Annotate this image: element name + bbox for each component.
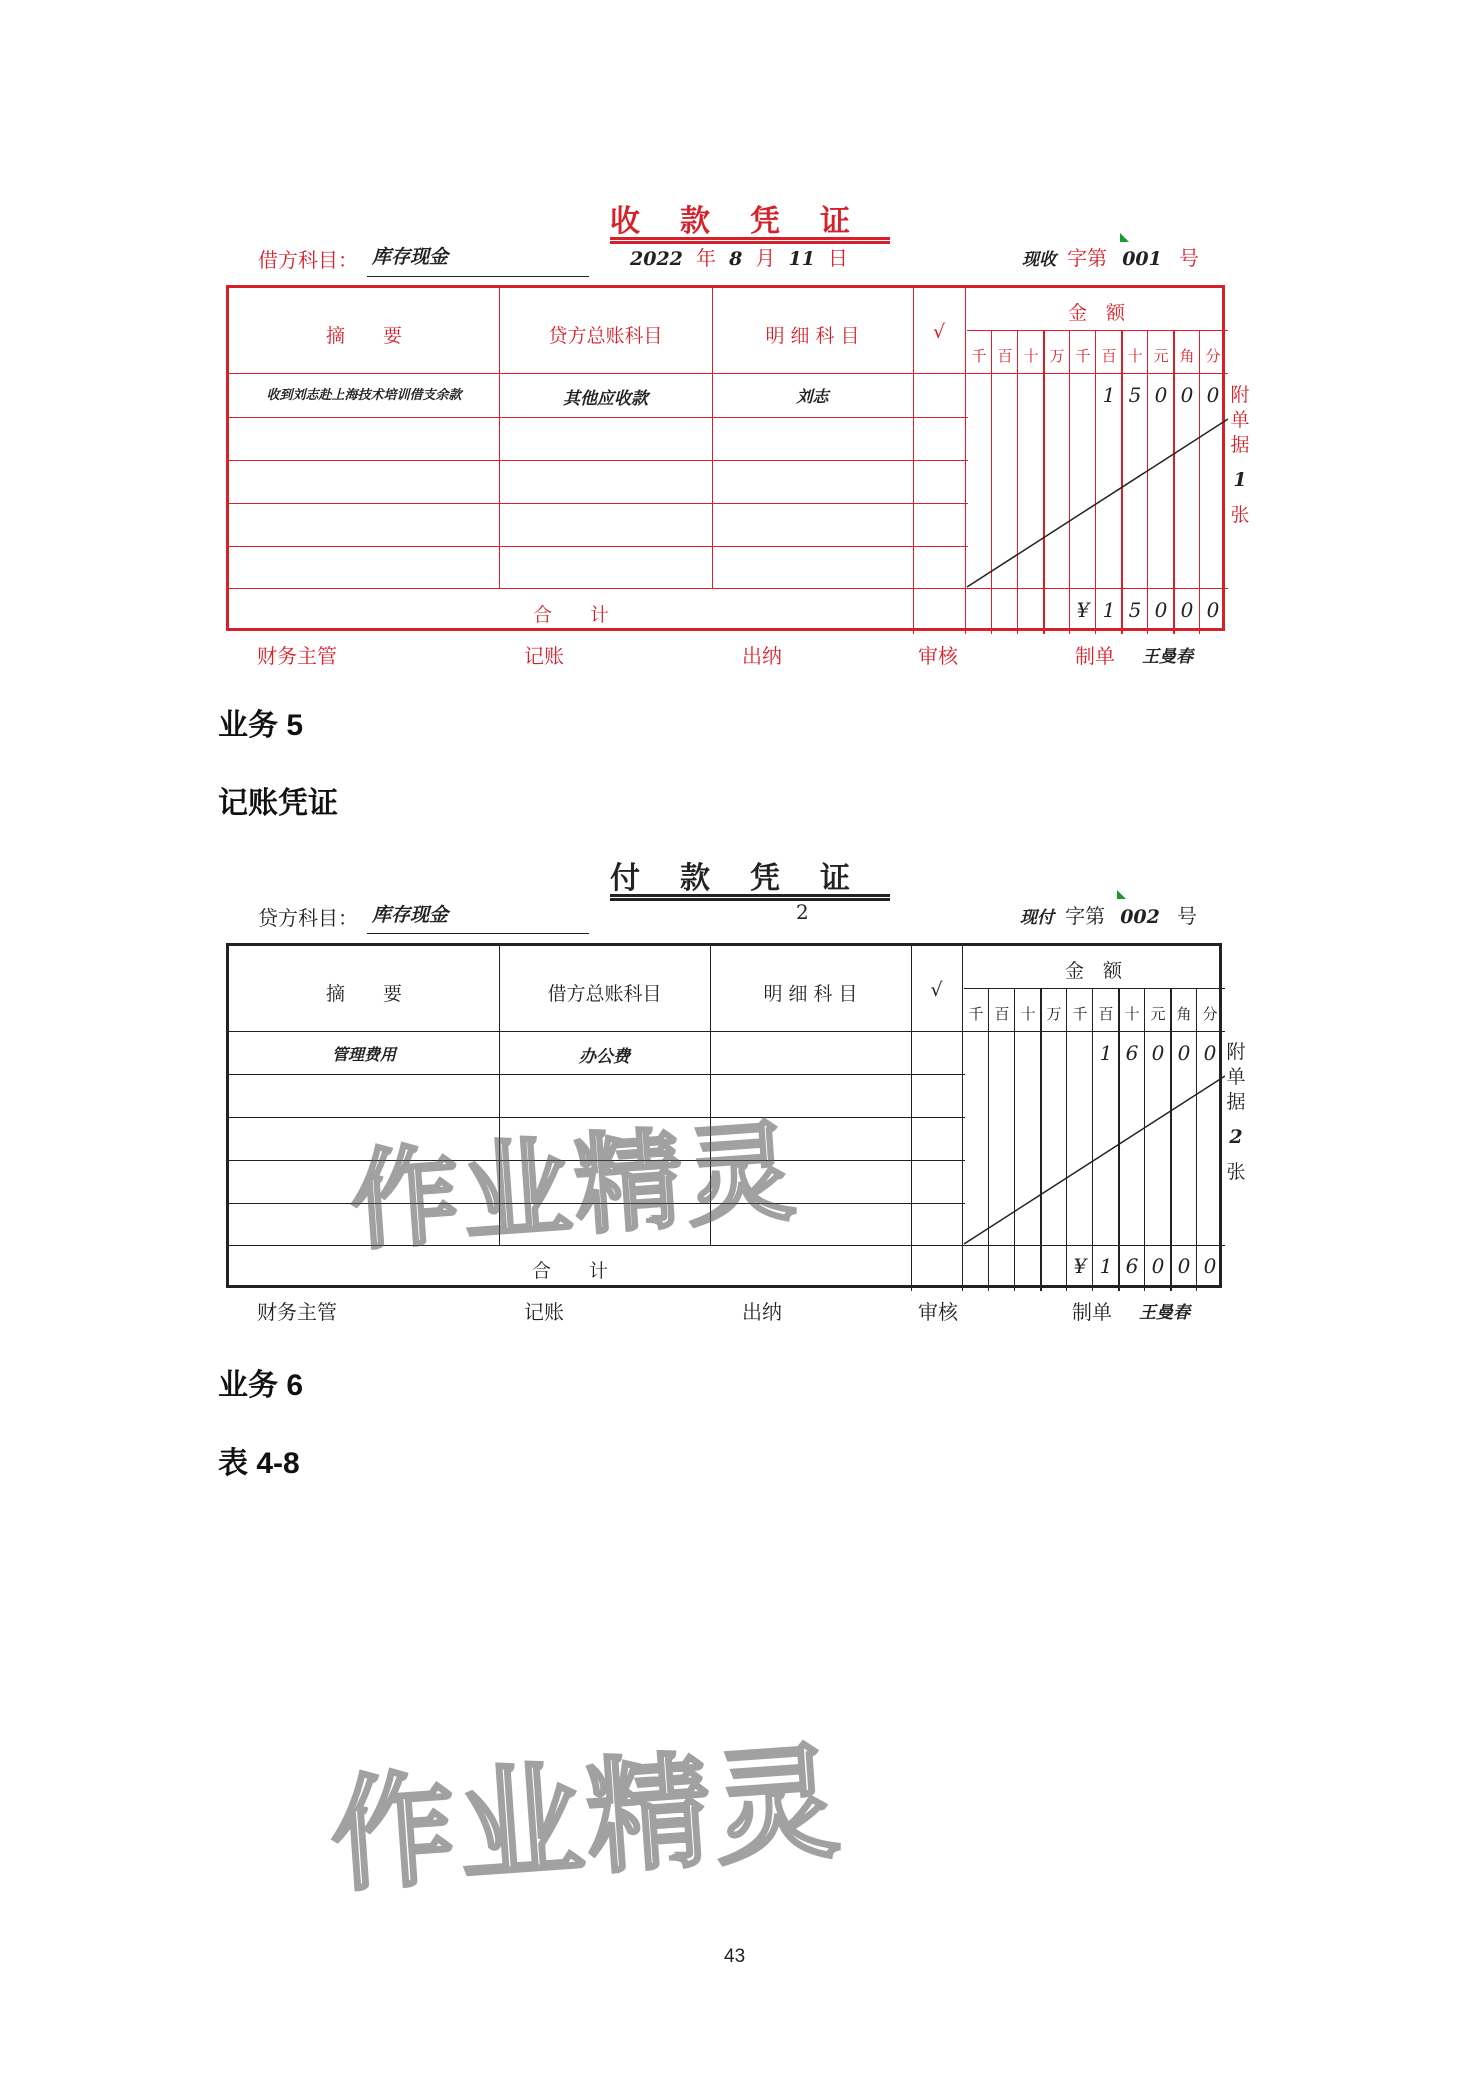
row1-account: 其他应收款 [563, 389, 648, 409]
debit-account-underline [367, 276, 589, 277]
unit-label: 元 [1153, 347, 1169, 365]
header-summary: 摘 要 [325, 325, 402, 347]
number-label: 字第 [1065, 904, 1106, 928]
unit-label: 分 [1205, 347, 1221, 365]
attachment-label: 附 [1226, 1041, 1246, 1063]
cancel-diagonal-line [965, 417, 1228, 589]
section-heading: 业务 6 [218, 1369, 304, 1402]
footer-supervisor: 财务主管 [257, 1300, 337, 1324]
row1-digit: 1 [1099, 1041, 1113, 1065]
attachment-label: 单 [1230, 409, 1250, 431]
number-value: 002 [1120, 906, 1160, 928]
marker-flag-icon [1117, 890, 1126, 899]
unit-label: 百 [994, 1005, 1010, 1023]
row1-digit: 0 [1206, 383, 1220, 407]
total-digit: 0 [1203, 1254, 1217, 1278]
row1-detail: 刘志 [796, 387, 829, 406]
total-digit: 0 [1151, 1254, 1165, 1278]
attachment-count: 2 [1229, 1126, 1243, 1148]
header-summary: 摘 要 [325, 983, 402, 1005]
debit-account-value: 库存现金 [372, 246, 449, 268]
date-month: 8 [729, 248, 743, 270]
footer-cashier: 出纳 [742, 644, 782, 668]
footer-bookkeeper: 记账 [524, 1300, 564, 1324]
unit-label: 百 [1098, 1005, 1114, 1023]
row1-digit: 1 [1102, 383, 1116, 407]
attachment-count: 1 [1233, 469, 1247, 491]
credit-account-value: 库存现金 [372, 904, 449, 926]
footer-bookkeeper: 记账 [524, 644, 564, 668]
attachment-label: 张 [1230, 504, 1250, 526]
total-digit: 6 [1125, 1254, 1139, 1278]
unit-label: 千 [1072, 1005, 1088, 1023]
header-amount: 金 额 [1067, 302, 1125, 324]
attachment-label: 单 [1226, 1066, 1246, 1088]
unit-label: 千 [971, 347, 987, 365]
credit-account-underline [367, 933, 589, 934]
footer-preparer-label: 制单 [1072, 1300, 1112, 1324]
attachment-label: 附 [1230, 384, 1250, 406]
footer-auditor: 审核 [918, 1300, 958, 1324]
date-day: 11 [788, 248, 815, 270]
total-label: 合 计 [532, 604, 609, 626]
footer-preparer-label: 制单 [1075, 644, 1115, 668]
date-year-label: 年 [695, 246, 716, 270]
unit-label: 十 [1124, 1005, 1140, 1023]
unit-label: 百 [997, 347, 1013, 365]
receipt-voucher-title: 收款凭证 [610, 204, 890, 239]
payment-voucher-title: 付款凭证 [610, 861, 890, 896]
section-heading: 业务 5 [218, 709, 304, 742]
date-day-label: 日 [828, 246, 849, 270]
unit-label: 万 [1046, 1005, 1062, 1023]
debit-account-label: 借方科目： [258, 248, 358, 272]
unit-label: 千 [968, 1005, 984, 1023]
voucher-type: 现付 [1020, 908, 1054, 928]
page-number: 43 [724, 1946, 746, 1967]
voucher-type: 现收 [1022, 250, 1056, 270]
footer-cashier: 出纳 [742, 1300, 782, 1324]
header-amount: 金 额 [1064, 960, 1122, 982]
attachment-label: 据 [1226, 1091, 1246, 1113]
credit-account-label: 贷方科目： [258, 906, 358, 930]
voucher-date [630, 242, 848, 271]
unit-label: 元 [1150, 1005, 1166, 1023]
footer-supervisor: 财务主管 [257, 644, 337, 668]
voucher-number [1022, 242, 1199, 271]
watermark-logo: 作业精灵 [326, 1730, 848, 1910]
row1-digit: 0 [1154, 383, 1168, 407]
footer-preparer: 王曼春 [1139, 1303, 1190, 1323]
receipt-voucher-table [226, 285, 1225, 631]
attachment-label: 张 [1226, 1161, 1246, 1183]
unit-label: 千 [1075, 347, 1091, 365]
row1-digit: 0 [1177, 1041, 1191, 1065]
row1-summary: 收到刘志赴上海技术培训借支余款 [266, 388, 462, 403]
section-subheading: 表 4-8 [218, 1447, 300, 1480]
date-year: 2022 [630, 248, 683, 270]
total-digit: ¥ [1076, 598, 1090, 622]
voucher-number [1020, 900, 1197, 929]
unit-label: 角 [1176, 1005, 1192, 1023]
unit-label: 十 [1020, 1005, 1036, 1023]
number-suffix: 号 [1178, 246, 1199, 270]
unit-label: 十 [1023, 347, 1039, 365]
row1-digit: 0 [1180, 383, 1194, 407]
number-label: 字第 [1067, 246, 1108, 270]
row1-digit: 0 [1151, 1041, 1165, 1065]
row1-digit: 6 [1125, 1041, 1139, 1065]
unit-label: 十 [1127, 347, 1143, 365]
header-check: √ [930, 979, 943, 1001]
total-digit: ¥ [1073, 1254, 1087, 1278]
date-month-label: 月 [755, 246, 776, 270]
row1-summary: 管理费用 [331, 1045, 396, 1064]
unit-label: 百 [1101, 347, 1117, 365]
unit-label: 角 [1179, 347, 1195, 365]
total-digit: 0 [1180, 598, 1194, 622]
voucher-center-value: 2 [796, 900, 809, 924]
unit-label: 分 [1202, 1005, 1218, 1023]
header-debit-account: 借方总账科目 [547, 983, 662, 1005]
footer-preparer: 王曼春 [1142, 647, 1193, 667]
cancel-diagonal-line [962, 1074, 1225, 1246]
total-digit: 1 [1102, 598, 1116, 622]
number-value: 001 [1122, 248, 1162, 270]
attachment-label: 据 [1230, 434, 1250, 456]
total-digit: 0 [1206, 598, 1220, 622]
row1-account: 办公费 [579, 1047, 630, 1067]
header-check: √ [932, 321, 946, 343]
total-label: 合 计 [531, 1260, 608, 1282]
total-digit: 0 [1154, 598, 1168, 622]
number-suffix: 号 [1176, 904, 1197, 928]
total-digit: 5 [1128, 598, 1142, 622]
total-digit: 1 [1099, 1254, 1113, 1278]
footer-auditor: 审核 [918, 644, 958, 668]
total-digit: 0 [1177, 1254, 1191, 1278]
section-subheading: 记账凭证 [218, 787, 338, 820]
row1-digit: 0 [1203, 1041, 1217, 1065]
watermark-logo: 作业精灵 [346, 1109, 803, 1266]
header-detail-account: 明 细 科 目 [763, 983, 858, 1005]
unit-label: 万 [1049, 347, 1065, 365]
marker-flag-icon [1120, 233, 1129, 242]
header-detail-account: 明 细 科 目 [765, 325, 860, 347]
row1-digit: 5 [1128, 383, 1142, 407]
header-credit-account: 贷方总账科目 [548, 325, 663, 347]
